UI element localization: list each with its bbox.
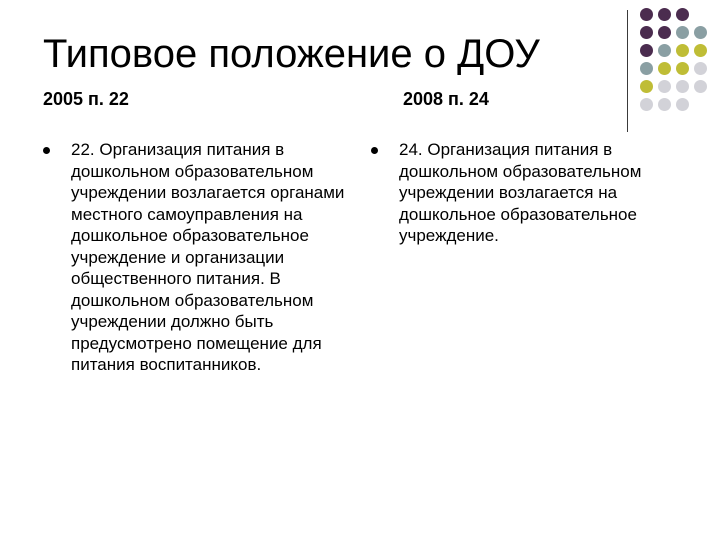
slide-title: Типовое положение о ДОУ: [43, 32, 540, 76]
decorative-dot: [640, 8, 653, 21]
decorative-dot: [676, 80, 689, 93]
bullet-text-2005: 22. Организация питания в дошкольном образовательном учреждении возлагается органами местного самоуправления на дошкольное образовательное учреждение и организации общественного питания. В дошкольном образовательном учреждении должно быть предусмотрено помещение для питания воспитанников.: [71, 140, 345, 374]
decorative-dot: [694, 26, 707, 39]
column-heading-2005: 2005 п. 22: [43, 89, 129, 109]
vertical-divider: [627, 10, 628, 132]
bullet-text-2008: 24. Организация питания в дошкольном образовательном учреждении возлагается на дошкольное образовательное учреждение.: [399, 140, 642, 245]
decorative-dot: [676, 8, 689, 21]
decorative-dot: [694, 62, 707, 75]
decorative-dot: [658, 44, 671, 57]
decorative-dot: [640, 80, 653, 93]
decorative-dot: [658, 26, 671, 39]
bullet-icon: [371, 147, 378, 154]
decorative-dot: [658, 8, 671, 21]
decorative-dot: [658, 80, 671, 93]
decorative-dot: [676, 26, 689, 39]
decorative-dot: [640, 44, 653, 57]
decorative-dot: [694, 80, 707, 93]
decorative-dot: [640, 26, 653, 39]
decorative-dot: [658, 98, 671, 111]
decorative-dot: [640, 62, 653, 75]
decorative-dot: [676, 62, 689, 75]
decorative-dot: [694, 44, 707, 57]
decorative-dot: [640, 98, 653, 111]
decorative-dot: [676, 98, 689, 111]
decorative-dot: [676, 44, 689, 57]
decorative-dot-grid: [640, 8, 720, 120]
bullet-icon: [43, 147, 50, 154]
decorative-dot: [658, 62, 671, 75]
column-heading-2008: 2008 п. 24: [403, 89, 489, 109]
